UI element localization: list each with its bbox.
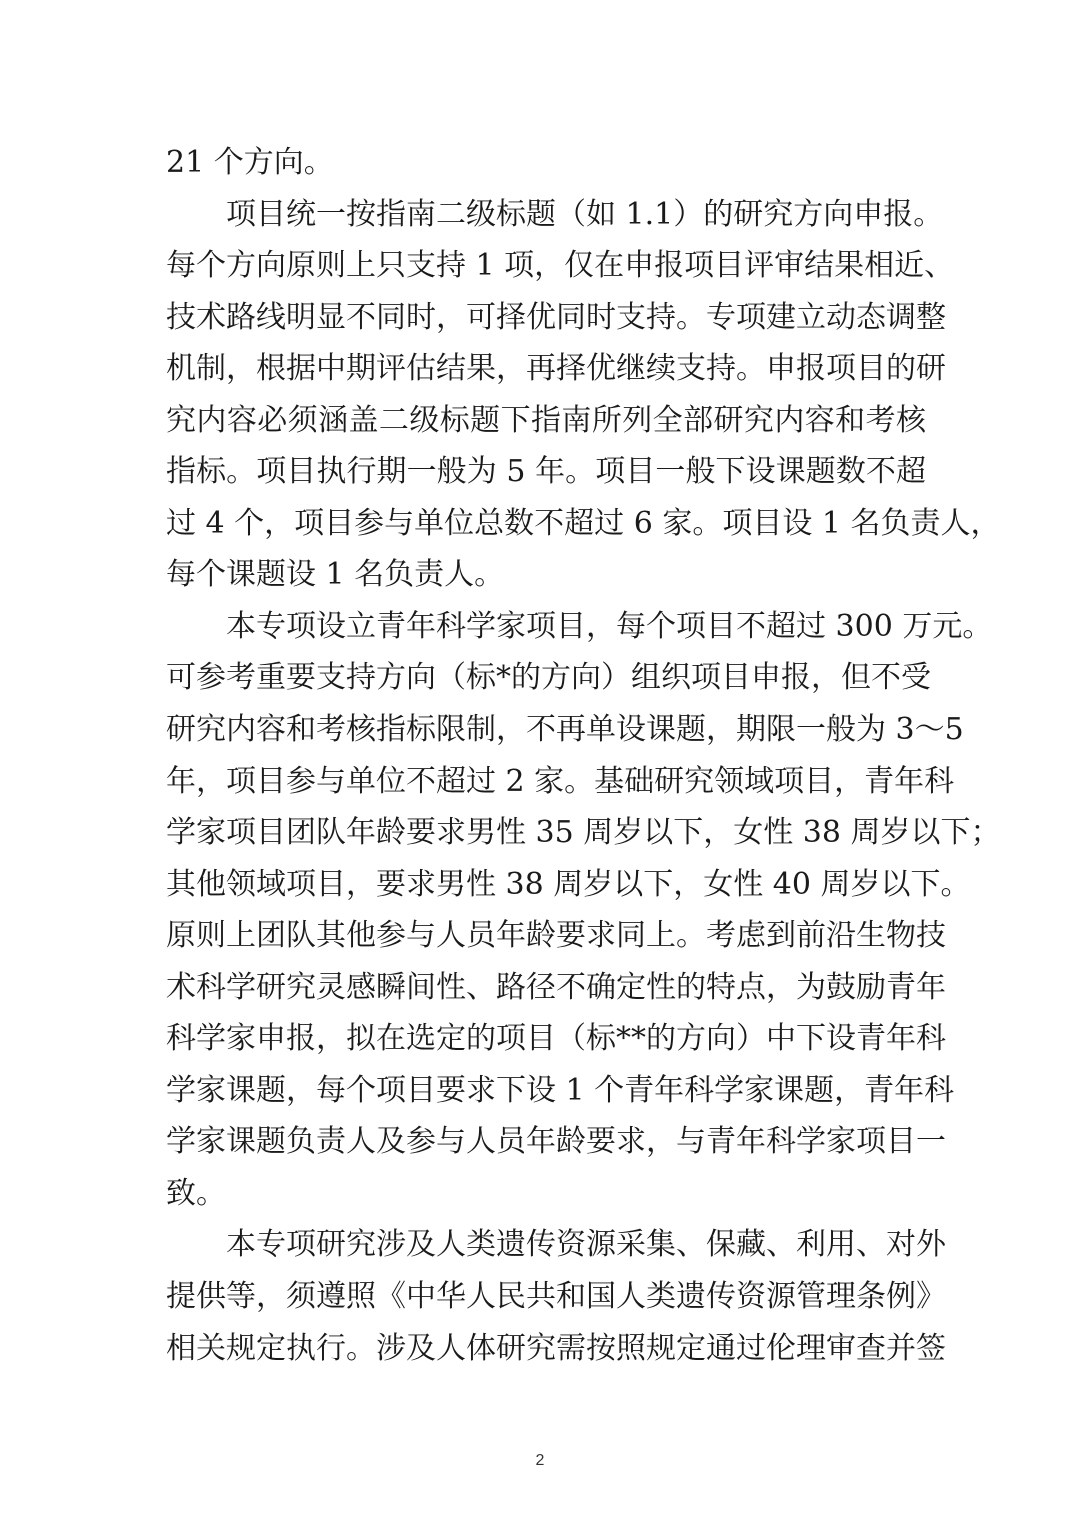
text-line-8: 过 4 个，项目参与单位总数不超过 6 家。项目设 1 名负责人， xyxy=(166,505,1001,541)
text-line-24: 相关规定执行。涉及人体研究需按照规定通过伦理审查并签 xyxy=(166,1330,946,1366)
text-line-13: 年，项目参与单位不超过 2 家。基础研究领域项目，青年科 xyxy=(166,763,955,799)
text-line-20: 学家课题负责人及参与人员年龄要求，与青年科学家项目一 xyxy=(166,1124,946,1160)
text-line-17: 术科学研究灵感瞬间性、路径不确定性的特点，为鼓励青年 xyxy=(166,969,946,1005)
text-line-21: 致。 xyxy=(166,1175,226,1211)
text-line-19: 学家课题，每个项目要求下设 1 个青年科学家课题，青年科 xyxy=(166,1072,955,1108)
text-line-12: 研究内容和考核指标限制，不再单设课题，期限一般为 3～5 xyxy=(166,712,964,748)
text-line-15: 其他领域项目，要求男性 38 周岁以下，女性 40 周岁以下。 xyxy=(166,866,971,902)
text-line-9: 每个课题设 1 名负责人。 xyxy=(166,557,505,593)
text-line-18: 科学家申报，拟在选定的项目（标**的方向）中下设青年科 xyxy=(166,1021,946,1057)
text-line-4: 技术路线明显不同时，可择优同时支持。专项建立动态调整 xyxy=(166,299,946,335)
text-line-6: 究内容必须涵盖二级标题下指南所列全部研究内容和考核 xyxy=(166,402,926,438)
text-line-7: 指标。项目执行期一般为 5 年。项目一般下设课题数不超 xyxy=(166,454,926,490)
text-line-11: 可参考重要支持方向（标*的方向）组织项目申报，但不受 xyxy=(166,660,931,696)
text-line-1: 21 个方向。 xyxy=(166,145,334,180)
text-line-14: 学家项目团队年龄要求男性 35 周岁以下，女性 38 周岁以下； xyxy=(166,815,1001,851)
text-line-23: 提供等，须遵照《中华人民共和国人类遗传资源管理条例》 xyxy=(166,1279,946,1315)
text-line-16: 原则上团队其他参与人员年龄要求同上。考虑到前沿生物技 xyxy=(166,918,946,954)
text-line-3: 每个方向原则上只支持 1 项，仅在申报项目评审结果相近、 xyxy=(166,248,955,284)
page-number: 2 xyxy=(535,1452,545,1469)
text-line-10: 本专项设立青年科学家项目，每个项目不超过 300 万元。 xyxy=(226,608,993,644)
text-line-2: 项目统一按指南二级标题（如 1.1）的研究方向申报。 xyxy=(226,196,944,232)
text-line-22: 本专项研究涉及人类遗传资源采集、保藏、利用、对外 xyxy=(226,1227,946,1263)
text-line-5: 机制，根据中期评估结果，再择优继续支持。申报项目的研 xyxy=(166,351,946,387)
body-text xyxy=(166,137,1001,1374)
